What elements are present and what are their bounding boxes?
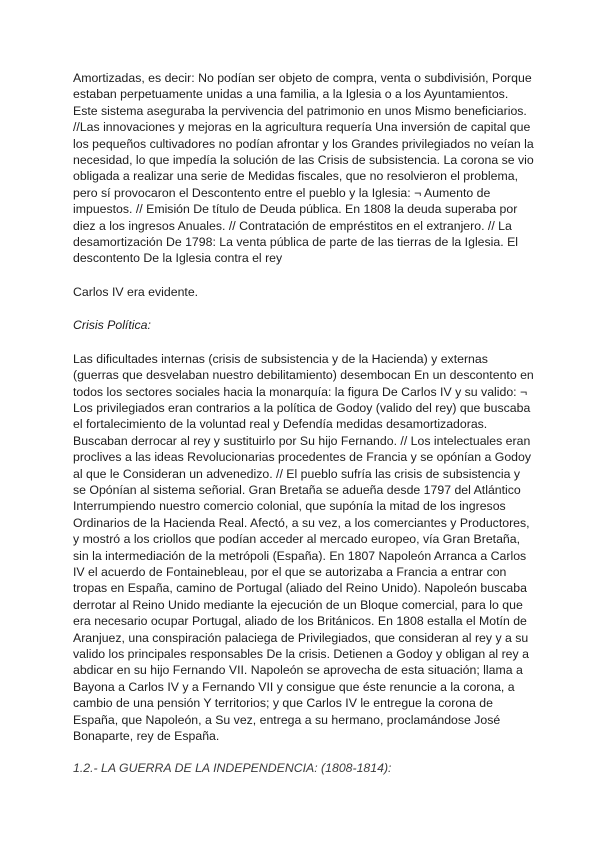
paragraph-amortizadas: Amortizadas, es decir: No podían ser objeto de compra, venta o subdivisión, Porque estaban perpetuamente unidas a una familia, a la Iglesia o a los Ayuntamientos. Este sistema aseguraba la pervivencia del patrimonio en unos Mismo beneficiarios. //Las innovaciones y mejoras en la agricultura requería Una inversión de capital que los pequeños cultivadores no podían afrontar y los Grandes privilegiados no veían la necesidad, lo que impedía la solución de las Crisis de subsistencia. La corona se vio obligada a realizar una serie de Medidas fiscales, que no resolvieron el problema, pero sí provocaron el Descontento entre el pueblo y la Iglesia: ¬ Aumento de impuestos. // Emisión De título de Deuda pública. En 1808 la deuda superaba por diez a los ingresos Anuales. // Contratación de empréstitos en el extranjero. // La desamortización De 1798: La venta pública de parte de las tierras de la Iglesia. El descontento De la Iglesia contra el rey bbox=[73, 71, 534, 266]
heading-crisis-politica: Crisis Política: bbox=[73, 318, 151, 333]
paragraph-carlos-iv: Carlos IV era evidente. bbox=[73, 284, 199, 299]
paragraph-dificultades: Las dificultades internas (crisis de subsistencia y de la Hacienda) y externas (guerras que desvelaban nuestro debilitamiento) desembocan En un descontento en todos los sectores sociales hacia la monarquía: la figura De Carlos IV y su valido: ¬ Los privilegiados eran contrarios a la política de Godoy (valido del rey) que buscaba el fortalecimiento de la voluntad real y Defendía medidas desamortizadoras. Buscaban derrocar al rey y sustituirlo por Su hijo Fernando. // Los intelectuales eran proclives a las ideas Revolucionarias procedentes de Francia y se opónían a Godoy al que le Consideran un advenedizo. // El pueblo sufría las crisis de subsistencia y se Opónían al sistema señorial. Gran Bretaña se adueña desde 1797 del Atlántico Interrumpiendo nuestro comercio colonial, que supónía la mitad de los ingresos Ordinarios de la Hacienda Real. Afectó, a su vez, a los comerciantes y Productores, y mostró a los criollos que podían acceder al mercado europeo, vía Gran Bretaña, sin la intermediación de la metrópoli (España). En 1807 Napoleón Arranca a Carlos IV el acuerdo de Fontainebleau, por el que se autorizaba a Francia a entrar con tropas en España, camino de Portugal (aliado del Reino Unido). Napoleón buscaba derrotar al Reino Unido mediante la ejecución de un Bloque comercial, para lo que era necesario ocupar Portugal, aliado de los Británicos. En 1808 estalla el Motín de Aranjuez, una conspiración palaciega de Privilegiados, que consideran al rey y a su valido los principales responsables De la crisis. Detienen a Godoy y obligan al rey a abdicar en su hijo Fernando VII. Napoleón se aprovecha de esta situación; llama a Bayona a Carlos IV y a Fernando VII y consigue que éste renuncie a la corona, a cambio de una pensión Y territorios; y que Carlos IV le entregue la corona de España, que Napoleón, a Su vez, entrega a su hermano, proclamándose José Bonaparte, rey de España. bbox=[73, 351, 534, 744]
document-body bbox=[73, 70, 535, 777]
heading-guerra-independencia: 1.2.- LA GUERRA DE LA INDEPENDENCIA: (1808-1814): bbox=[73, 761, 392, 776]
